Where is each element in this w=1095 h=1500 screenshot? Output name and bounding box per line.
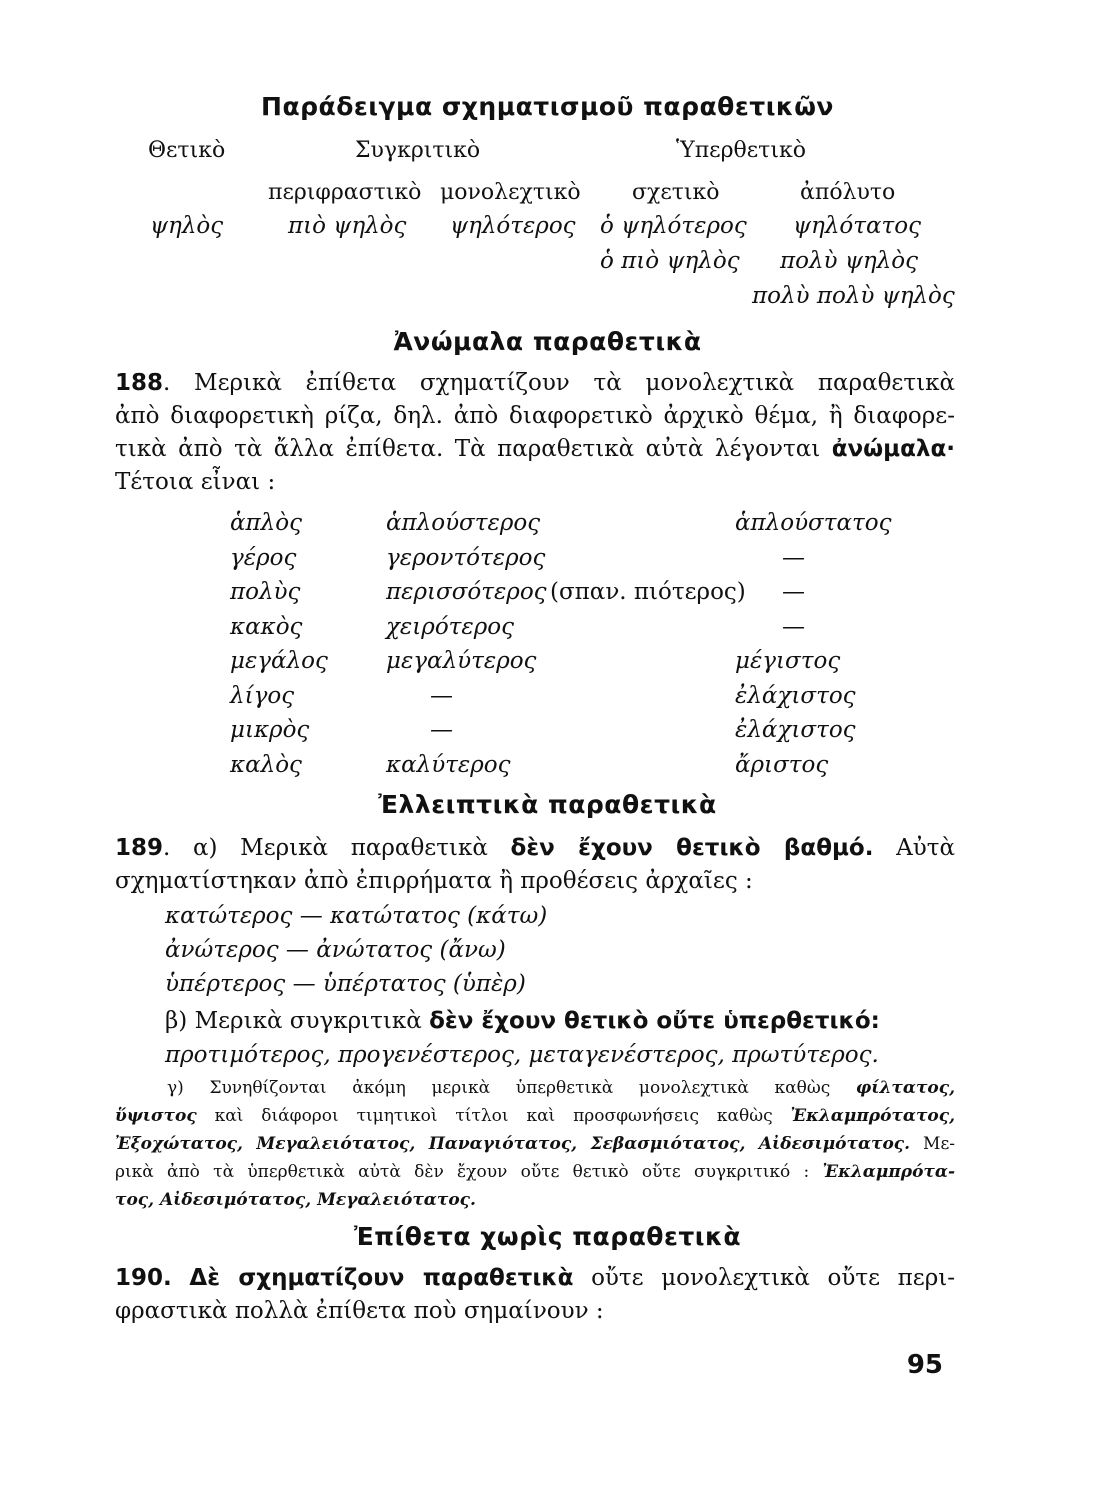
comparative-cell: γεροντότερος xyxy=(386,545,546,571)
single-word-form: ψηλότερος xyxy=(450,213,576,239)
superlative-cell: μέγιστος xyxy=(735,648,841,674)
positive-cell: κακὸς xyxy=(230,614,303,640)
example-heading: Παράδειγμα σχηματισμοῦ παραθετικῶν xyxy=(261,92,834,121)
defective-c-paragraph: γ) Συνηθίζονται ἀκόμη μερικὰ ὑπερθετικὰ μονολεχτικὰ καθὼς φίλτατος, ὕψιστος καὶ διάφοροι τιμητικοὶ τίτλοι καὶ προσφωνήσεις καθὼς Ἐκλαμπρότατος, Ἐξοχώτατος, Μεγαλειότατος, Παναγιότατος, Σεβασμιότατος, Αἰδεσιμότατος. Με- ρικὰ ἀπὸ τὰ ὑπερθετικὰ αὐτὰ δὲν ἔχουν οὔτε θετικὸ οὔτε συγκριτικό : Ἐκλαμπρότα- τος, Αἰδεσιμότατος, Μεγαλειότατος. xyxy=(115,1078,956,1210)
defective-b-line: β) Μερικὰ συγκριτικὰ δὲν ἔχουν θετικὸ οὔτε ὑπερθετικό: xyxy=(165,1008,880,1034)
periphrastic-form: πιὸ ψηλὸς xyxy=(288,213,407,239)
positive-cell: μικρὸς xyxy=(230,717,310,743)
positive-header: Θετικὸ xyxy=(148,138,226,163)
absolute-form-3: πολὺ πολὺ ψηλὸς xyxy=(752,283,955,309)
relative-subheader: σχετικὸ xyxy=(632,180,720,205)
relative-form-1: ὁ ψηλότερος xyxy=(600,213,747,239)
page-number: 95 xyxy=(906,1350,943,1380)
defective-example-2: ἀνώτερος — ἀνώτατος (ἄνω) xyxy=(165,937,506,963)
comparative-cell: — xyxy=(430,717,453,743)
absolute-form-1: ψηλότατος xyxy=(793,213,921,239)
positive-cell: γέρος xyxy=(230,545,297,571)
paragraph-188: 188. Μερικὰ ἐπίθετα σχηματίζουν τὰ μονολεχτικὰ παραθετικὰ ἀπὸ διαφορετικὴ ρίζα, δηλ. ἀπὸ διαφορετικὸ ἀρχικὸ θέμα, ἢ διαφορε- τικὰ ἀπὸ τὰ ἄλλα ἐπίθετα. Τὰ παραθετικὰ αὐτὰ λέγονται ἀνώμαλα· Τέτοια εἶναι : xyxy=(115,370,956,495)
irregular-row xyxy=(0,579,1095,613)
relative-form-2: ὁ πιὸ ψηλὸς xyxy=(600,248,740,274)
irregular-row xyxy=(0,510,1095,544)
positive-cell: πολὺς xyxy=(230,579,301,605)
irregular-row xyxy=(0,648,1095,682)
paragraph-number: 190. xyxy=(115,1265,172,1291)
positive-form: ψηλὸς xyxy=(150,213,224,239)
absolute-form-2: πολὺ ψηλὸς xyxy=(780,248,918,274)
irregular-row xyxy=(0,752,1095,786)
positive-cell: λίγος xyxy=(230,683,295,709)
comparative-cell: μεγαλύτερος xyxy=(386,648,537,674)
paragraph-number: 188 xyxy=(115,370,164,396)
paragraph-number: 189 xyxy=(115,835,164,861)
comparative-cell: χειρότερος xyxy=(386,614,514,640)
paragraph-190: 190. Δὲ σχηματίζουν παραθετικὰ οὔτε μονολεχτικὰ οὔτε περι- φραστικὰ πολλὰ ἐπίθετα ποὺ σημαίνουν : xyxy=(115,1265,956,1324)
note-cell: (σπαν. πιότερος) xyxy=(550,579,746,605)
single-word-subheader: μονολεχτικὸ xyxy=(440,180,581,205)
defective-heading: Ἐλλειπτικὰ παραθετικὰ xyxy=(378,790,717,819)
defective-b-examples: προτιμότερος, προγενέστερος, μεταγενέστερος, πρωτύτερος. xyxy=(165,1042,879,1068)
periphrastic-subheader: περιφραστικὸ xyxy=(268,180,422,205)
positive-cell: ἁπλὸς xyxy=(230,510,302,536)
comparative-cell: περισσότερος xyxy=(386,579,547,605)
irregular-row xyxy=(0,545,1095,579)
superlative-cell: — xyxy=(782,579,805,605)
irregular-row xyxy=(0,683,1095,717)
irregular-row xyxy=(0,614,1095,648)
comparative-cell: καλύτερος xyxy=(386,752,511,778)
superlative-cell: — xyxy=(782,614,805,640)
defective-example-3: ὑπέρτερος — ὑπέρτατος (ὑπὲρ) xyxy=(165,971,526,997)
superlative-cell: — xyxy=(782,545,805,571)
no-comparison-heading: Ἐπίθετα χωρὶς παραθετικὰ xyxy=(354,1222,741,1251)
paragraph-189: 189. α) Μερικὰ παραθετικὰ δὲν ἔχουν θετικὸ βαθμό. Αὐτὰ σχηματίστηκαν ἀπὸ ἐπιρρήματα ἢ προθέσεις ἀρχαῖες : xyxy=(115,835,955,894)
superlative-cell: ἐλάχιστος xyxy=(735,683,856,709)
superlative-cell: ἁπλούστατος xyxy=(735,510,892,536)
positive-cell: καλὸς xyxy=(230,752,302,778)
comparative-cell: — xyxy=(430,683,453,709)
comparative-cell: ἁπλούστερος xyxy=(386,510,541,536)
irregular-heading: Ἀνώμαλα παραθετικὰ xyxy=(393,327,702,356)
positive-cell: μεγάλος xyxy=(230,648,328,674)
irregular-row xyxy=(0,717,1095,751)
superlative-cell: ἄριστος xyxy=(735,752,829,778)
comparative-header: Συγκριτικὸ xyxy=(355,138,481,163)
superlative-header: Ὑπερθετικὸ xyxy=(676,138,806,163)
superlative-cell: ἐλάχιστος xyxy=(735,717,856,743)
absolute-subheader: ἀπόλυτο xyxy=(800,180,896,205)
defective-example-1: κατώτερος — κατώτατος (κάτω) xyxy=(165,903,548,929)
